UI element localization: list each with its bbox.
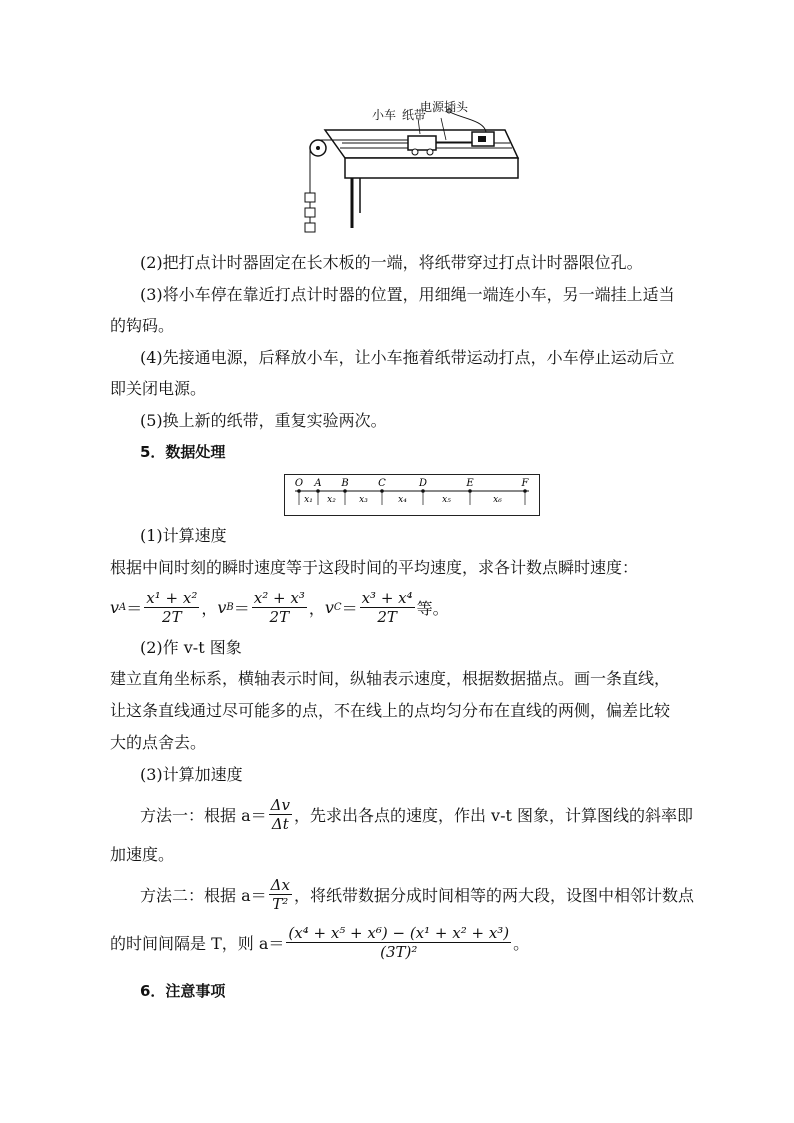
m2-prefix: 方法二：根据 a＝ [140,885,267,905]
m2c-text: 的时间间隔是 T，则 a＝ [110,933,285,953]
vb-num: x² + x³ [253,588,305,607]
vt-line2: 让这条直线通过尽可能多的点，不在线上的点均匀分布在直线的两侧，偏差比较 [110,701,671,720]
tape-label-A: A [314,478,322,489]
step-3-line2: 的钩码。 [110,316,175,335]
vb-sub: B [226,601,234,613]
step-3-line1: (3)将小车停在靠近打点计时器的位置，用细绳一端连小车，另一端挂上适当 [140,285,675,304]
method-1 [140,792,693,836]
method-1-cont: 加速度。 [110,845,175,864]
va-den: 2T [162,607,182,626]
vt-line1: 建立直角坐标系，横轴表示时间，纵轴表示速度，根据数据描点。画一条直线， [110,669,671,688]
vc-sub: C [333,601,342,613]
method-2-cont [110,920,529,964]
tape-segment-6: x₆ [493,495,502,505]
vc-num: x³ + x⁴ [361,588,413,607]
vt-title: (2)作 v-t 图象 [140,638,242,657]
accel-title: (3)计算加速度 [140,765,243,784]
speed-text: 根据中间时刻的瞬时速度等于这段时间的平均速度，求各计数点瞬时速度： [110,558,639,577]
section-5-title: 5．数据处理 [140,443,226,461]
tape-diagram [284,474,540,516]
m1-num: Δv [270,795,290,814]
m1-prefix: 方法一：根据 a＝ [140,805,267,825]
m1-suffix: ，先求出各点的速度，作出 v-t 图象，计算图线的斜率即 [293,805,694,825]
va-sub: A [119,601,127,613]
label-cart: 小车 [372,108,397,122]
formula-va [144,589,199,626]
tape-segment-2: x₂ [327,495,336,505]
step-2: (2)把打点计时器固定在长木板的一端，将纸带穿过打点计时器限位孔。 [140,253,643,272]
tape-label-C: C [378,478,386,489]
speed-title: (1)计算速度 [140,526,227,545]
m1-den: Δt [271,814,289,833]
tape-label-O: O [294,478,304,489]
tape-label-D: D [418,478,428,489]
tape-label-E: E [466,478,474,489]
speed-formulas: v A ＝ $\frac{\text{x¹ + x²}}{2T}$ ， v B ＝ $\frac{\text{x² + x³}}{2T}$ ， v C ＝ $\frac{\text{x³ + x⁴}}{2T}$ 等。 [110,588,449,626]
m2-suffix: ，将纸带数据分成时间相等的两大段，设图中相邻计数点 [293,885,694,905]
section-6-title: 6．注意事项 [140,982,226,1000]
step-4-line1: (4)先接通电源，后释放小车，让小车拖着纸带运动打点，小车停止运动后立 [140,348,675,367]
formula-vc [360,589,415,626]
label-tape: 纸带 [402,108,427,122]
m2-den: T² [272,894,289,913]
m2-fden: (3T)² [380,942,418,961]
step-4-line2: 即关闭电源。 [110,379,207,398]
tape-segment-1: x₁ [304,495,313,505]
m2-num: Δx [270,875,290,894]
m2-fnum: (x⁴ + x⁵ + x⁶) − (x¹ + x² + x³) [288,923,510,942]
step-5: (5)换上新的纸带，重复实验两次。 [140,411,387,430]
tape-segment-4: x₄ [398,495,407,505]
formula-vb [252,589,307,626]
deng-text: 等。 [416,598,449,618]
vc-den: 2T [377,607,397,626]
va-num: x¹ + x² [146,588,198,607]
m2d-text: 。 [513,933,530,953]
va-symbol: v [110,597,120,617]
tape-segment-5: x₅ [442,495,451,505]
vt-line3: 大的点舍去。 [110,733,207,752]
tape-segment-3: x₃ [359,495,368,505]
vb-den: 2T [269,607,290,626]
tape-label-F: F [521,478,529,489]
label-plug: 电源插头 [420,100,469,114]
tape-label-B: B [341,478,349,489]
method-2 [140,872,694,916]
